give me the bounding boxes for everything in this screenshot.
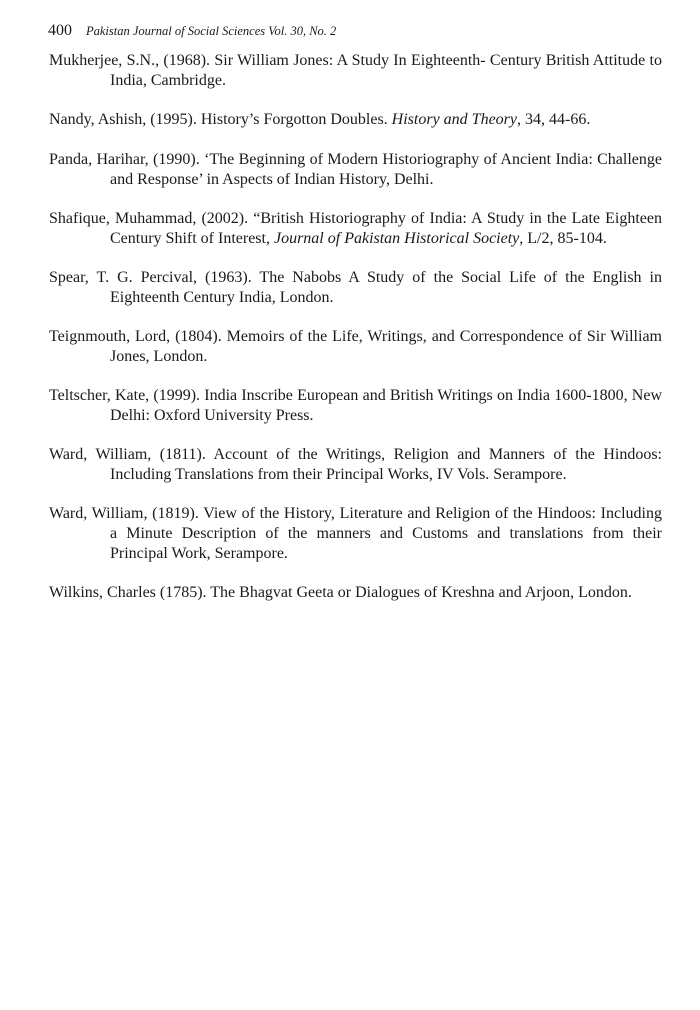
reference-entry <box>49 445 662 485</box>
reference-text: Ward, William, (1811). Account of the Writings, Religion and Manners of the Hindoos: Including Translations from their Principal Works, IV Vols. Serampore. <box>49 446 662 483</box>
reference-entry <box>49 327 662 367</box>
running-header <box>48 22 336 42</box>
reference-text: Mukherjee, S.N., (1968). Sir William Jones: A Study In Eighteenth- Century British Attitude to India, Cambridge. <box>49 52 662 89</box>
journal-title: Pakistan Journal of Social Sciences Vol. 30, No. 2 <box>86 24 337 38</box>
reference-entry <box>49 209 662 249</box>
reference-journal-italic: Journal of Pakistan Historical Society <box>273 230 520 247</box>
page-number: 400 <box>48 22 72 39</box>
reference-text: Teignmouth, Lord, (1804). Memoirs of the Life, Writings, and Correspondence of Sir William Jones, London. <box>49 328 662 365</box>
reference-text: Spear, T. G. Percival, (1963). The Nabobs A Study of the Social Life of the English in Eighteenth Century India, London. <box>49 269 662 306</box>
reference-entry <box>49 51 662 91</box>
reference-text-tail: , L/2, 85-104. <box>519 230 607 247</box>
reference-text: Panda, Harihar, (1990). ‘The Beginning of Modern Historiography of Ancient India: Challenge and Response’ in Aspects of Indian History, Delhi. <box>49 151 662 188</box>
reference-entry <box>49 504 662 564</box>
reference-text: Teltscher, Kate, (1999). India Inscribe European and British Writings on India 1600-1800, New Delhi: Oxford University Press. <box>49 387 662 424</box>
reference-text: Shafique, Muhammad, (2002). “British Historiography of India: A Study in the Late Eighteen Century Shift of Interest, <box>49 210 662 247</box>
reference-list <box>49 51 662 622</box>
reference-text-tail: , 34, 44-66. <box>517 111 591 128</box>
reference-text: Nandy, Ashish, (1995). History’s Forgotton Doubles. <box>49 111 392 128</box>
reference-entry <box>49 386 662 426</box>
reference-entry <box>49 268 662 308</box>
reference-entry <box>49 110 662 130</box>
reference-journal-italic: History and Theory <box>391 111 517 128</box>
reference-entry <box>49 583 662 603</box>
reference-entry <box>49 150 662 190</box>
reference-text: Wilkins, Charles (1785). The Bhagvat Geeta or Dialogues of Kreshna and Arjoon, London. <box>49 584 632 601</box>
reference-text: Ward, William, (1819). View of the History, Literature and Religion of the Hindoos: Including a Minute Description of the manners and Customs and translations from their Principal Work, Serampore. <box>49 505 662 562</box>
